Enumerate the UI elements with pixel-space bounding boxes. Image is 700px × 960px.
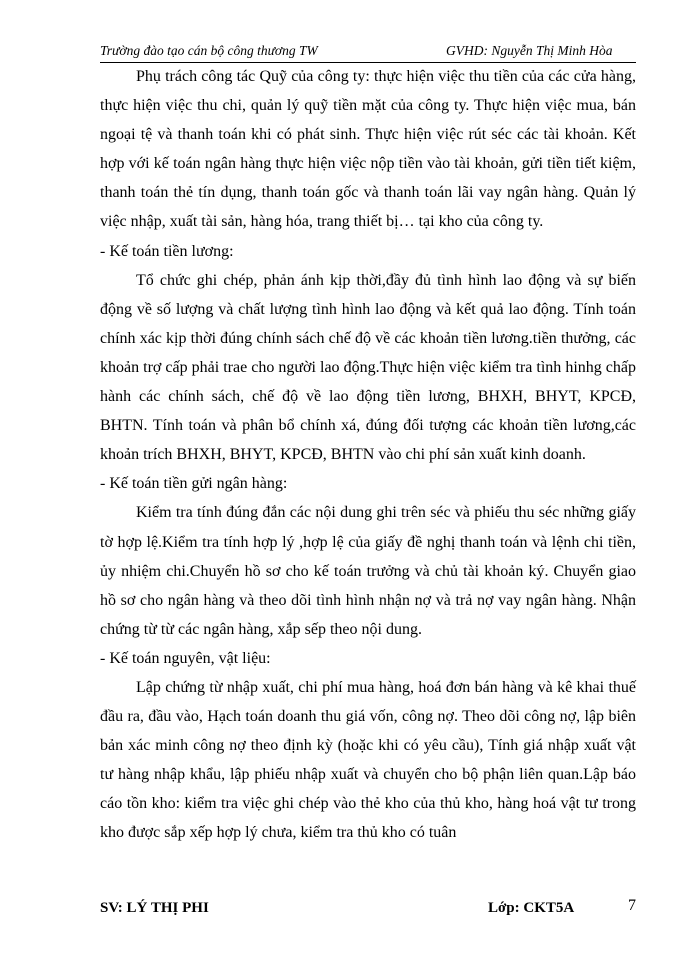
class-name: Lớp: CKT5A bbox=[488, 900, 575, 916]
paragraph-materials-duties: Lập chứng từ nhập xuất, chi phí mua hàng, hoá đơn bán hàng và kê khai thuế đầu ra, đầu vào, Hạch toán doanh thu giá vốn, công nợ. Theo dõi công nợ, lập biên bản xác minh công nợ theo định kỳ (hoặc khi có yêu cầu), Tính giá nhập xuất vật tư hàng nhập khẩu, lập phiếu nhập xuất và chuyển cho bộ phận liên quan.Lập báo cáo tồn kho: kiểm tra việc ghi chép vào thẻ kho của thủ kho, hàng hoá vật tư trong kho được sắp xếp hợp lý chưa, kiểm tra thủ kho có tuân bbox=[100, 678, 636, 842]
paragraph-bank-deposit-duties: Kiểm tra tính đúng đắn các nội dung ghi trên séc và phiếu thu séc những giấy tờ hợp lệ.Kiểm tra tính hợp lý ,hợp lệ của giấy đề nghị thanh toán và lệnh chi tiền, ủy nhiệm chi.Chuyển hồ sơ cho kế toán trưởng và chủ tài khoản ký. Chuyển giao hồ sơ cho ngân hàng và theo dõi tình hình nhận nợ và trả nợ vay ngân hàng. Nhận chứng từ từ các ngân hàng, xắp sếp theo nội dung. bbox=[100, 504, 636, 638]
heading-bank-deposit-accounting: - Kế toán tiền gửi ngân hàng: bbox=[100, 475, 288, 493]
paragraph-fund-duties: Phụ trách công tác Quỹ của công ty: thực hiện việc thu tiền của các cửa hàng, thực hiện việc thu chi, quản lý quỹ tiền mặt của công ty. Thực hiện việc mua, bán ngoại tệ và thanh toán khi có phát sinh. Thực hiện việc rút séc các tài khoản. Kết hợp với kế toán ngân hàng thực hiện việc nộp tiền vào tài khoản, gửi tiền tiết kiệm, thanh toán thẻ tín dụng, thanh toán gốc và thanh toán lãi vay ngân hàng. Quản lý việc nhập, xuất tài sản, hàng hóa, trang thiết bị… tại kho của công ty. bbox=[100, 68, 636, 231]
page-number: 7 bbox=[628, 897, 636, 914]
paragraph-payroll-duties: Tổ chức ghi chép, phản ánh kịp thời,đầy đủ tình hình lao động và sự biến động về số lượng và chất lượng tình hình lao động và kết quả lao động. Tính toán chính xác kịp thời đúng chính sách chế độ về các khoản tiền lương.tiền thưởng, các khoản trợ cấp phải trae cho người lao động.Thực hiện việc kiểm tra tình hinhg chấp hành các chính sách, chế độ về lao động tiền lương, BHXH, BHYT, KPCĐ, BHTN. Tính toán và phân bổ chính xá, đúng đối tượng các khoản tiền lương,các khoản trích BHXH, BHYT, KPCĐ, BHTN vào chi phí sản xuất kinh doanh. bbox=[100, 271, 636, 464]
heading-materials-accounting: - Kế toán nguyên, vật liệu: bbox=[100, 649, 271, 667]
heading-payroll-accounting: - Kế toán tiền lương: bbox=[100, 242, 234, 260]
advisor-name: GVHD: Nguyễn Thị Minh Hòa bbox=[446, 43, 613, 58]
page-footer bbox=[100, 898, 636, 920]
school-name: Trường đào tạo cán bộ công thương TW bbox=[100, 43, 318, 58]
page-header bbox=[100, 42, 636, 63]
document-body bbox=[100, 62, 636, 848]
student-name: SV: LÝ THỊ PHI bbox=[100, 900, 209, 916]
